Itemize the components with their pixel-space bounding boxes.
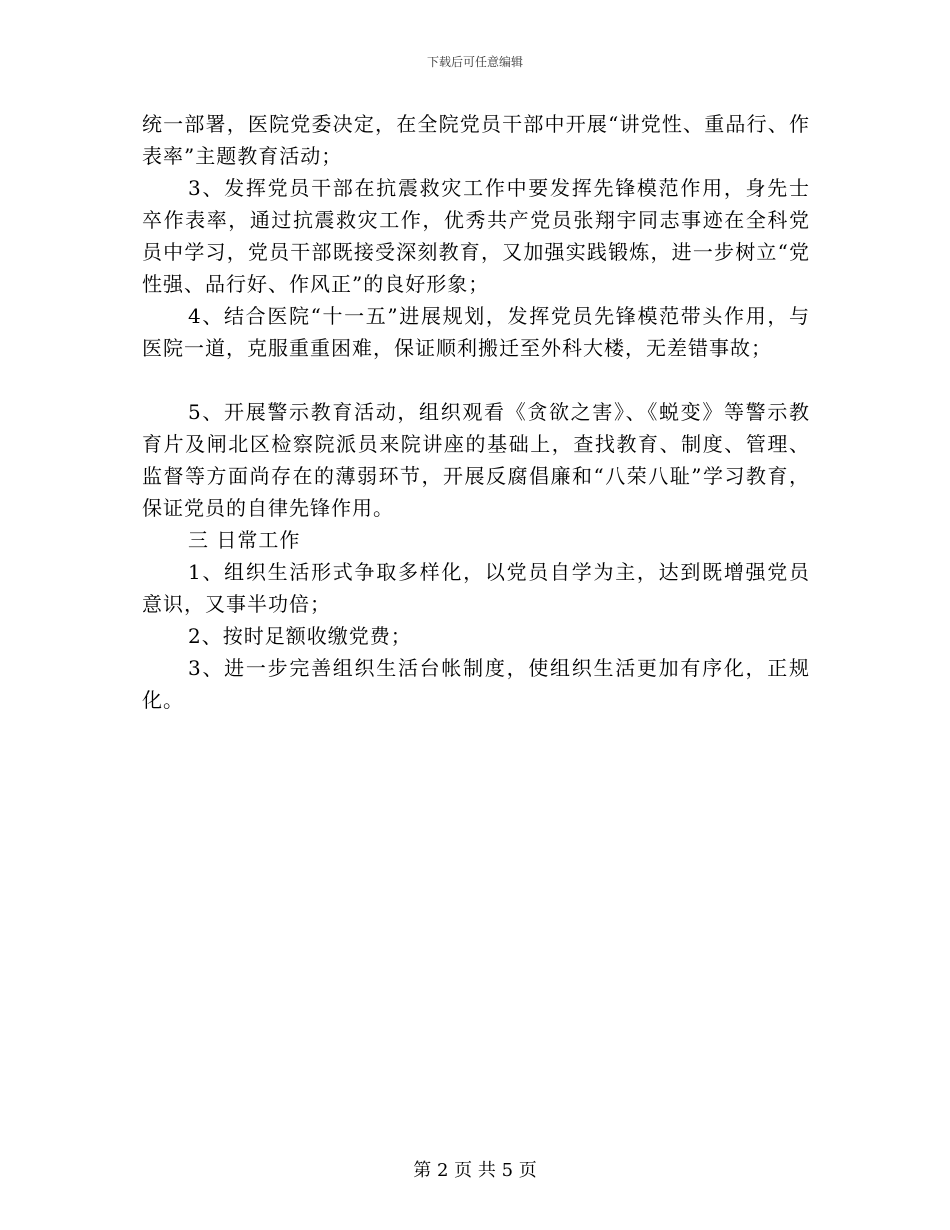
page-header-note: 下载后可任意编辑	[426, 55, 523, 69]
page-number-footer: 第 2 页 共 5 页	[413, 1160, 537, 1181]
paragraph-daily-3: 3、进一步完善组织生活台帐制度，使组织生活更加有序化，正规化。	[142, 656, 810, 712]
paragraph-item-5: 5、开展警示教育活动，组织观看《贪欲之害》、《蜕变》等警示教育片及闸北区检察院派员来院讲座的基础上，查找教育、制度、管理、监督等方面尚存在的薄弱环节，开展反腐倡廉和“八荣八耻”学习教育，保证党员的自律先锋作用。	[142, 400, 810, 520]
paragraph-item-3: 3、发挥党员干部在抗震救灾工作中要发挥先锋模范作用，身先士卒作表率，通过抗震救灾工作，优秀共产党员张翔宇同志事迹在全科党员中学习，党员干部既接受深刻教育，又加强实践锻炼，进一步树立“党性强、品行好、作风正”的良好形象；	[142, 176, 810, 296]
document-body	[142, 108, 810, 716]
paragraph-item-4: 4、结合医院“十一五”进展规划，发挥党员先锋模范带头作用，与医院一道，克服重重困难，保证顺利搬迁至外科大楼，无差错事故；	[142, 304, 810, 360]
paragraph-continuation: 统一部署，医院党委决定，在全院党员干部中开展“讲党性、重品行、作表率”主题教育活动；	[142, 112, 810, 168]
section-heading-daily-work: 三 日常工作	[188, 528, 301, 552]
paragraph-daily-1: 1、组织生活形式争取多样化，以党员自学为主，达到既增强党员意识，又事半功倍；	[142, 560, 810, 616]
paragraph-daily-2: 2、按时足额收缴党费；	[188, 624, 412, 648]
